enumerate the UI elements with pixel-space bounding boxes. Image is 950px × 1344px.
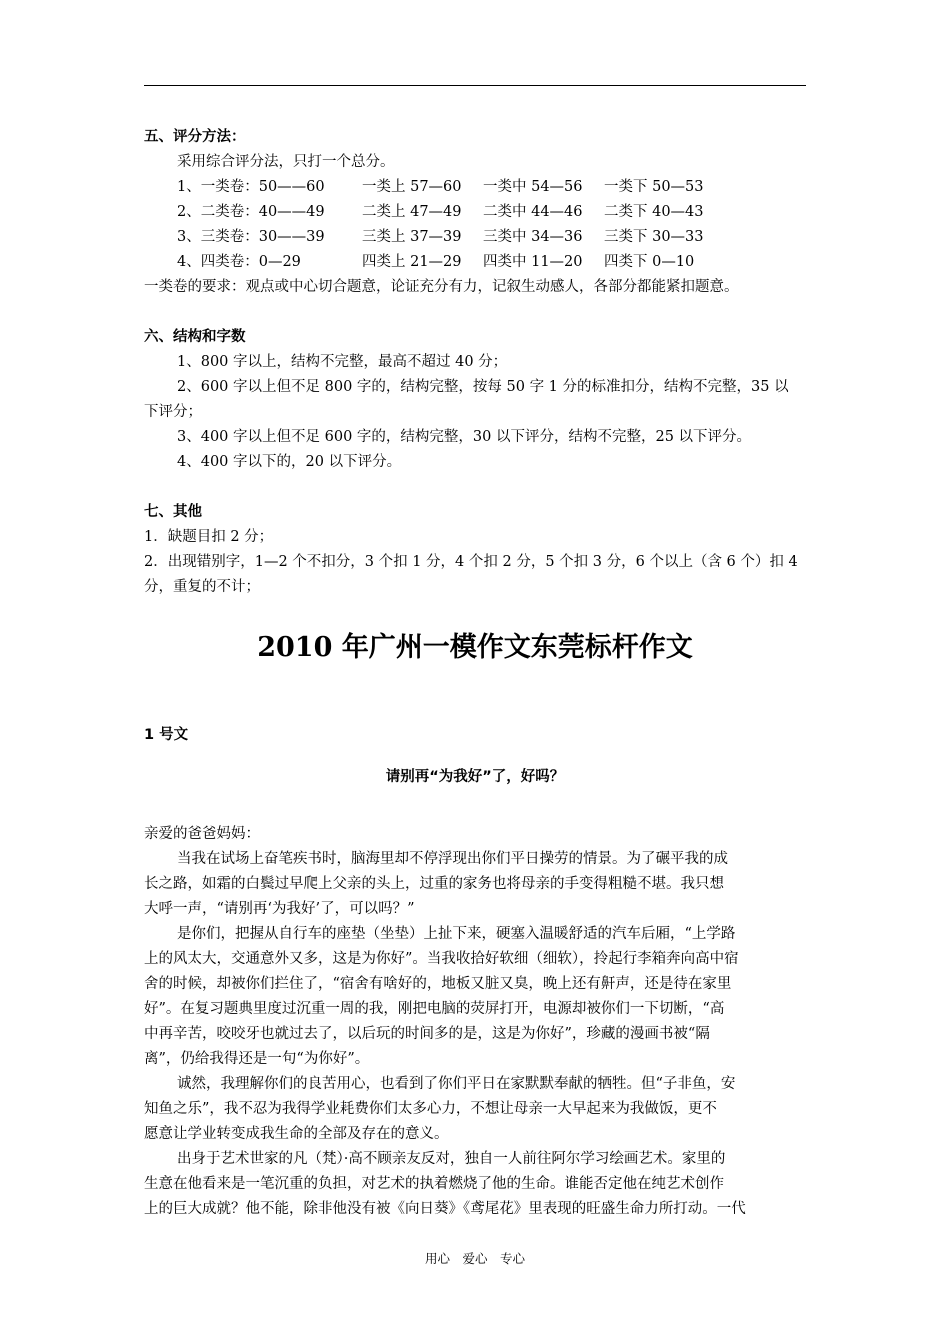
grade-cell: 2、二类卷：40——49 [177, 204, 325, 220]
section7-item-cont: 分，重复的不计； [144, 579, 260, 595]
grade-cell: 二类下 40—43 [604, 204, 704, 220]
essay-line: 知鱼之乐”，我不忍为我得学业耗费你们太多心力，不想让母亲一大早起来为我做饭，更不 [144, 1101, 717, 1117]
grade-cell: 四类下 0—10 [604, 254, 695, 270]
essay-line: 诚然，我理解你们的良苦用心，也看到了你们平日在家默默奉献的牺牲。但“子非鱼，安 [177, 1076, 736, 1092]
section6-item: 3、400 字以上但不足 600 字的，结构完整，30 以下评分，结构不完整，25 以下评分。 [177, 429, 752, 445]
section7-heading: 七、其他 [144, 504, 202, 520]
essay-line: 出身于艺术世家的凡（梵）·高不顾亲友反对，独自一人前往阿尔学习绘画艺术。家里的 [177, 1151, 726, 1167]
essay-number: 1 号文 [144, 727, 189, 743]
grade-cell: 一类上 57—60 [362, 179, 462, 195]
section6-item-cont: 下评分； [144, 404, 202, 420]
section5-requirement: 一类卷的要求：观点或中心切合题意，论证充分有力，记叙生动感人，各部分都能紧扣题意。 [144, 279, 739, 295]
section7-item: 2．出现错别字，1—2 个不扣分，3 个扣 1 分，4 个扣 2 分，5 个扣 3 分，6 个以上（含 6 个）扣 4 [144, 554, 798, 570]
essay-line: 是你们，把握从自行车的座垫（坐垫）上扯下来，硬塞入温暖舒适的汽车后厢，“上学路 [177, 926, 736, 942]
grade-cell: 三类下 30—33 [604, 229, 704, 245]
grade-cell: 二类上 47—49 [362, 204, 462, 220]
section6-item: 1、800 字以上，结构不完整，最高不超过 40 分； [177, 354, 508, 370]
grade-cell: 4、四类卷：0—29 [177, 254, 301, 270]
grade-cell: 四类上 21—29 [362, 254, 462, 270]
grade-cell: 1、一类卷：50——60 [177, 179, 325, 195]
page-footer: 用心 爱心 专心 [424, 1251, 525, 1266]
essay-line: 生意在他看来是一笔沉重的负担，对艺术的执着燃烧了他的生命。谁能否定他在纯艺术创作 [144, 1176, 724, 1192]
section6-item: 2、600 字以上但不足 800 字的，结构完整，按每 50 字 1 分的标准扣分，结构不完整，35 以 [177, 379, 789, 395]
main-title: 2010 年广州一模作文东莞标杆作文 [257, 632, 693, 663]
essay-salutation: 亲爱的爸爸妈妈： [144, 826, 260, 842]
essay-line: 离”，仍给我得还是一句“为你好”。 [144, 1051, 370, 1067]
grade-cell: 四类中 11—20 [483, 254, 583, 270]
header-rule [144, 85, 806, 86]
grade-cell: 三类中 34—36 [483, 229, 583, 245]
essay-line: 长之路，如霜的白鬓过早爬上父亲的头上，过重的家务也将母亲的手变得粗糙不堪。我只想 [144, 876, 724, 892]
section5-intro: 采用综合评分法，只打一个总分。 [177, 154, 395, 170]
grade-cell: 一类下 50—53 [604, 179, 704, 195]
essay-line: 大呼一声，“请别再‘为我好’了，可以吗？” [144, 901, 415, 917]
section5-heading: 五、评分方法： [144, 129, 246, 145]
section7-item: 1．缺题目扣 2 分； [144, 529, 274, 545]
grade-cell: 三类上 37—39 [362, 229, 462, 245]
grade-cell: 一类中 54—56 [483, 179, 583, 195]
essay-line: 上的巨大成就？他不能，除非他没有被《向日葵》《鸢尾花》里表现的旺盛生命力所打动。一代 [144, 1201, 746, 1217]
essay-line: 当我在试场上奋笔疾书时，脑海里却不停浮现出你们平日操劳的情景。为了碾平我的成 [177, 851, 728, 867]
essay-line: 舍的时候，却被你们拦住了，“宿舍有啥好的，地板又脏又臭，晚上还有鼾声，还是待在家里 [144, 976, 732, 992]
section6-heading: 六、结构和字数 [144, 329, 246, 345]
section6-item: 4、400 字以下的，20 以下评分。 [177, 454, 402, 470]
essay-line: 好”。在复习题典里度过沉重一周的我，刚把电脑的荧屏打开，电源却被你们一下切断，“高 [144, 1001, 725, 1017]
grade-cell: 二类中 44—46 [483, 204, 583, 220]
grade-cell: 3、三类卷：30——39 [177, 229, 325, 245]
essay-line: 愿意让学业转变成我生命的全部及存在的意义。 [144, 1126, 449, 1142]
essay-line: 中再辛苦，咬咬牙也就过去了，以后玩的时间多的是，这是为你好”，珍藏的漫画书被“隔 [144, 1026, 710, 1042]
essay-line: 上的风太大，交通意外又多，这是为你好”。当我收拾好软细（细软），拎起行李箱奔向高中宿 [144, 951, 739, 967]
essay-title: 请别再“为我好”了，好吗？ [385, 769, 565, 785]
